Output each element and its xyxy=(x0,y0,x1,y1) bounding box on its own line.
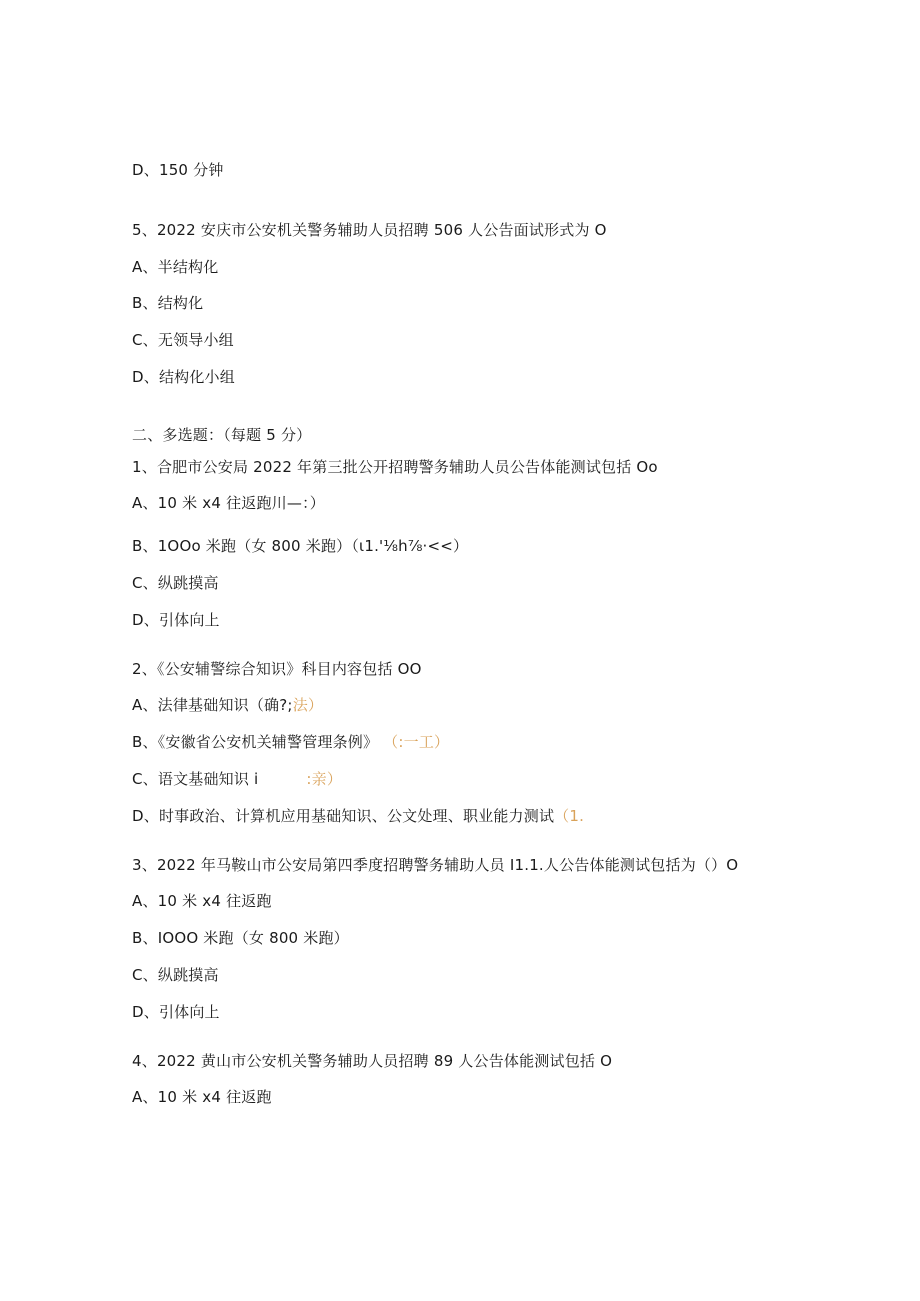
mc-q1-option-d: D、引体向上 xyxy=(132,611,220,629)
question-5-text: 5、2022 安庆市公安机关警务辅助人员招聘 506 人公告面试形式为 O xyxy=(132,221,607,239)
mc-q3-option-c: C、纵跳摸高 xyxy=(132,966,219,984)
mc-q1-option-a: A、10 米 x4 往返跑川—：） xyxy=(132,494,325,512)
mc-q2-option-a: A、法律基础知识（确?;法） xyxy=(132,696,324,714)
section-heading-multiple-choice: 二、多选题：（每题 5 分） xyxy=(132,426,312,444)
mc-q1-option-b: B、1OOo 米跑（女 800 米跑）（ι1.'⅛h⅞·<<） xyxy=(132,537,469,555)
q5-option-b: B、结构化 xyxy=(132,294,204,312)
mc-q3-option-a: A、10 米 x4 往返跑 xyxy=(132,892,272,910)
mc-q3-option-b: B、IOOO 米跑（女 800 米跑） xyxy=(132,929,349,947)
mc-q1-option-c: C、纵跳摸高 xyxy=(132,574,219,592)
mc-question-4-text: 4、2022 黄山市公安机关警务辅助人员招聘 89 人公告体能测试包括 O xyxy=(132,1052,613,1070)
mc-q4-option-a: A、10 米 x4 往返跑 xyxy=(132,1088,272,1106)
mc-q2-option-d: D、时事政治、计算机应用基础知识、公文处理、职业能力测试（1. xyxy=(132,807,585,825)
q5-option-c: C、无领导小组 xyxy=(132,331,234,349)
mc-q2-option-b: B、《安徽省公安机关辅警管理条例》 （:一工） xyxy=(132,733,450,751)
mc-question-3-text: 3、2022 年马鞍山市公安局第四季度招聘警务辅助人员 I1.1.人公告体能测试包括为（）O xyxy=(132,856,739,874)
q5-option-a: A、半结构化 xyxy=(132,258,219,276)
mc-q2-option-c: C、语文基础知识 i :亲） xyxy=(132,770,343,788)
q5-option-d: D、结构化小组 xyxy=(132,368,235,386)
mc-question-2-text: 2、《公安辅警综合知识》科目内容包括 OO xyxy=(132,660,422,678)
mc-q3-option-d: D、引体向上 xyxy=(132,1003,220,1021)
option-d-150-minutes: D、150 分钟 xyxy=(132,161,224,179)
mc-question-1-text: 1、合肥市公安局 2022 年第三批公开招聘警务辅助人员公告体能测试包括 Oo xyxy=(132,458,658,476)
